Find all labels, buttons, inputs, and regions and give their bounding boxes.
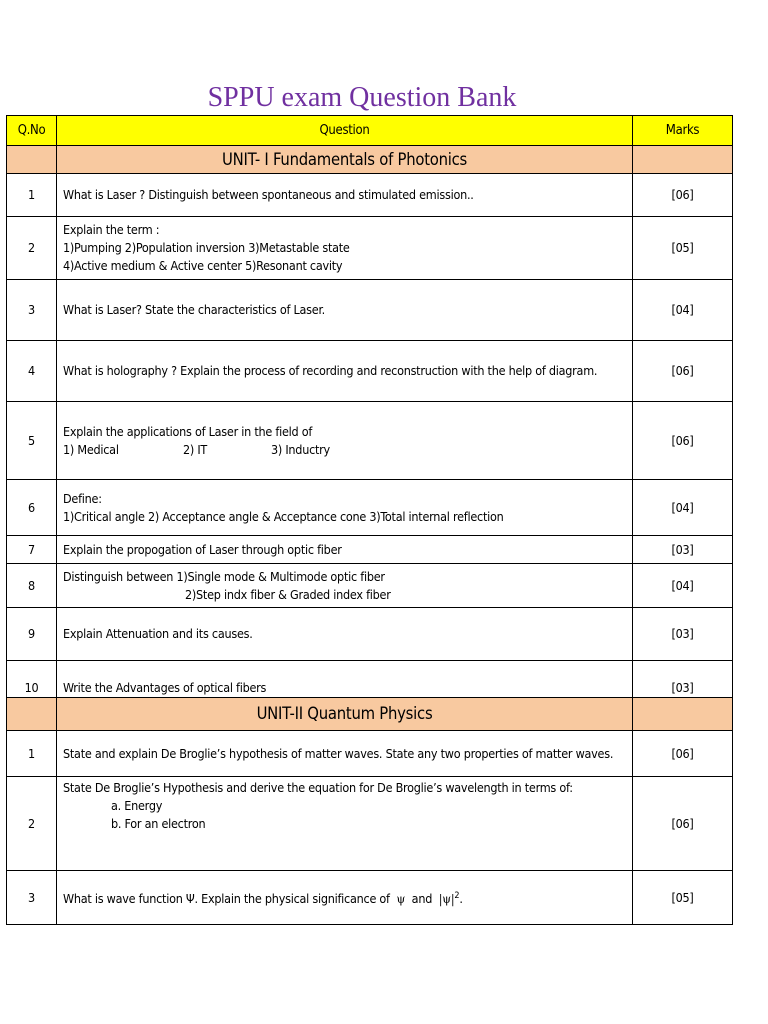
question-marks: [03] <box>633 536 733 564</box>
question-text <box>57 217 633 280</box>
option-medical: 1) Medical <box>63 441 119 457</box>
question-line: b. For an electron <box>111 816 206 831</box>
question-marks: [04] <box>633 564 733 608</box>
unit-blank-cell <box>633 698 733 731</box>
question-line: 2)Step indx fiber & Graded index fiber <box>185 586 391 602</box>
unit-blank-cell <box>7 146 57 174</box>
question-line: 1)Critical angle 2) Acceptance angle & Acceptance cone 3)Total internal reflection <box>63 508 504 524</box>
question-marks: [06] <box>633 731 733 777</box>
table-row <box>7 402 733 480</box>
page-title: SPPU exam Question Bank <box>207 82 517 113</box>
question-text <box>57 480 633 536</box>
question-line: 4)Active medium & Active center 5)Resonant cavity <box>63 258 343 273</box>
table-row <box>7 280 733 341</box>
question-text <box>57 777 633 871</box>
option-it: 2) IT <box>183 441 208 457</box>
question-number: 2 <box>7 217 57 280</box>
table-row <box>7 871 733 925</box>
question-number: 10 <box>7 661 57 698</box>
question-text <box>57 280 633 341</box>
unit-header-row <box>7 698 733 731</box>
header-qno: Q.No <box>7 116 57 146</box>
question-marks: [03] <box>633 608 733 661</box>
question-line: State De Broglie’s Hypothesis and derive the equation for De Broglie’s wavelength in terms of: <box>63 780 573 795</box>
question-marks: [05] <box>633 871 733 925</box>
question-text <box>57 402 633 480</box>
question-line: Explain the term : <box>63 222 160 237</box>
option-inductry: 3) Inductry <box>271 441 330 457</box>
header-question: Question <box>57 116 633 146</box>
question-number: 2 <box>7 777 57 871</box>
unit-blank-cell <box>7 698 57 731</box>
question-text <box>57 536 633 564</box>
question-number: 6 <box>7 480 57 536</box>
table-row <box>7 564 733 608</box>
question-line: Write the Advantages of optical fibers <box>63 680 267 695</box>
question-text <box>57 731 633 777</box>
table-row <box>7 731 733 777</box>
unit-blank-cell <box>633 146 733 174</box>
table-row <box>7 777 733 871</box>
unit-header-row <box>7 146 733 174</box>
question-number: 3 <box>7 871 57 925</box>
question-line: What is Laser ? Distinguish between spontaneous and stimulated emission.. <box>63 187 474 202</box>
question-marks: [04] <box>633 280 733 341</box>
superscript: 2 <box>454 890 460 901</box>
question-text <box>57 661 633 698</box>
question-line: Explain the propogation of Laser through optic fiber <box>63 541 342 557</box>
table-row <box>7 174 733 217</box>
question-number: 3 <box>7 280 57 341</box>
unit-title: UNIT-II Quantum Physics <box>57 698 633 731</box>
question-number: 8 <box>7 564 57 608</box>
question-number: 1 <box>7 174 57 217</box>
table-row <box>7 608 733 661</box>
question-marks: [06] <box>633 174 733 217</box>
question-marks: [04] <box>633 480 733 536</box>
table-row <box>7 536 733 564</box>
table-header-row <box>7 116 733 146</box>
question-line: What is holography ? Explain the process of recording and reconstruction with the help of diagram. <box>63 363 598 378</box>
question-number: 4 <box>7 341 57 402</box>
question-marks: [03] <box>633 661 733 698</box>
question-bank-table <box>6 115 733 925</box>
header-marks: Marks <box>633 116 733 146</box>
question-line: Distinguish between 1)Single mode & Multimode optic fiber <box>63 568 385 584</box>
table-row <box>7 217 733 280</box>
unit-title: UNIT- I Fundamentals of Photonics <box>57 146 633 174</box>
question-line: 1)Pumping 2)Population inversion 3)Metastable state <box>63 240 350 255</box>
psi-abs-symbol: |ψ| <box>438 891 455 907</box>
question-line: Define: <box>63 490 102 506</box>
question-text <box>57 608 633 661</box>
question-line: What is Laser? State the characteristics of Laser. <box>63 302 325 317</box>
question-line: State and explain De Broglie’s hypothesis of matter waves. State any two properties of matter waves. <box>63 745 614 761</box>
question-marks: [05] <box>633 217 733 280</box>
question-line-text: What is wave function Ψ. Explain the physical significance of <box>63 891 390 907</box>
question-line-text: . <box>459 891 463 907</box>
question-line-text: and <box>411 891 433 907</box>
question-line <box>63 887 626 908</box>
question-line: Explain the applications of Laser in the field of <box>63 423 313 439</box>
question-line: a. Energy <box>111 798 163 813</box>
question-number: 7 <box>7 536 57 564</box>
question-line <box>63 441 626 459</box>
question-text <box>57 871 633 925</box>
question-marks: [06] <box>633 402 733 480</box>
question-text <box>57 341 633 402</box>
table-row <box>7 341 733 402</box>
question-line: Explain Attenuation and its causes. <box>63 626 253 641</box>
question-marks: [06] <box>633 341 733 402</box>
question-text <box>57 564 633 608</box>
question-number: 5 <box>7 402 57 480</box>
question-text <box>57 174 633 217</box>
table-row <box>7 480 733 536</box>
question-number: 1 <box>7 731 57 777</box>
psi-symbol: ψ <box>396 891 406 907</box>
table-row <box>7 661 733 698</box>
question-marks: [06] <box>633 777 733 871</box>
question-number: 9 <box>7 608 57 661</box>
